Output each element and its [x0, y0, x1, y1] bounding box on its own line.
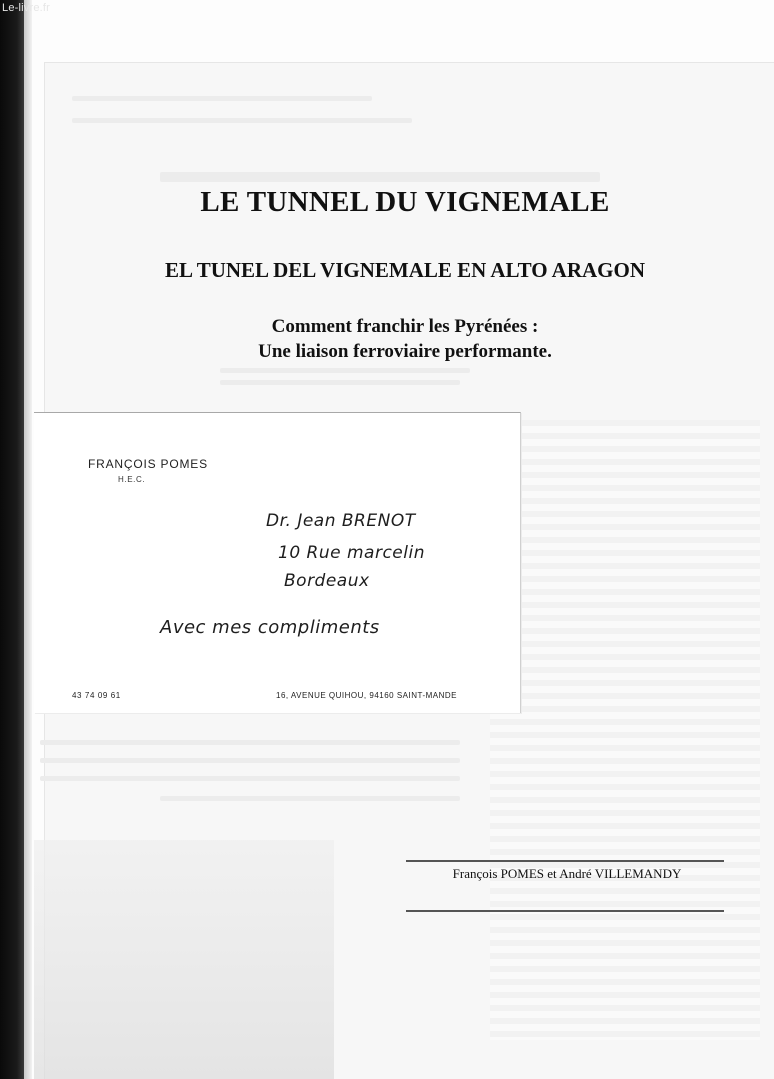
document-authors: François POMES et André VILLEMANDY	[452, 866, 682, 881]
business-card	[34, 412, 521, 713]
ghost-line	[220, 380, 460, 385]
handwritten-note: Avec mes compliments	[160, 617, 380, 638]
handwritten-recipient: Dr. Jean BRENOT	[266, 511, 416, 531]
ghost-photo	[34, 840, 334, 1079]
ghost-line	[40, 776, 460, 781]
ghost-line	[72, 96, 372, 101]
ghost-line	[160, 172, 600, 182]
document-tagline	[60, 314, 750, 364]
card-phone: 43 74 09 61	[72, 691, 121, 700]
authors-rule-bottom	[406, 910, 724, 912]
card-address: 16, AVENUE QUIHOU, 94160 SAINT-MANDE	[276, 691, 458, 700]
ghost-line	[220, 368, 470, 373]
card-credential: H.E.C.	[118, 475, 146, 484]
ghost-line	[40, 758, 460, 763]
authors-rule-top	[406, 860, 724, 862]
tagline-line-2: Une liaison ferroviaire performante.	[258, 341, 552, 362]
ghost-line	[160, 796, 460, 801]
handwritten-street: 10 Rue marcelin	[278, 543, 425, 563]
document-subtitle: EL TUNEL DEL VIGNEMALE EN ALTO ARAGON	[164, 258, 646, 282]
watermark: Le-livre.fr	[2, 2, 51, 14]
ghost-line	[40, 740, 460, 745]
card-name: FRANÇOIS POMES	[88, 457, 208, 471]
binding-edge	[24, 0, 32, 1079]
handwritten-city: Bordeaux	[284, 571, 370, 591]
binding-strip	[0, 0, 24, 1079]
tagline-line-1: Comment franchir les Pyrénées :	[271, 316, 539, 337]
ghost-line	[72, 118, 412, 123]
ghost-text-column	[490, 420, 760, 1040]
document-title: LE TUNNEL DU VIGNEMALE	[200, 186, 610, 218]
